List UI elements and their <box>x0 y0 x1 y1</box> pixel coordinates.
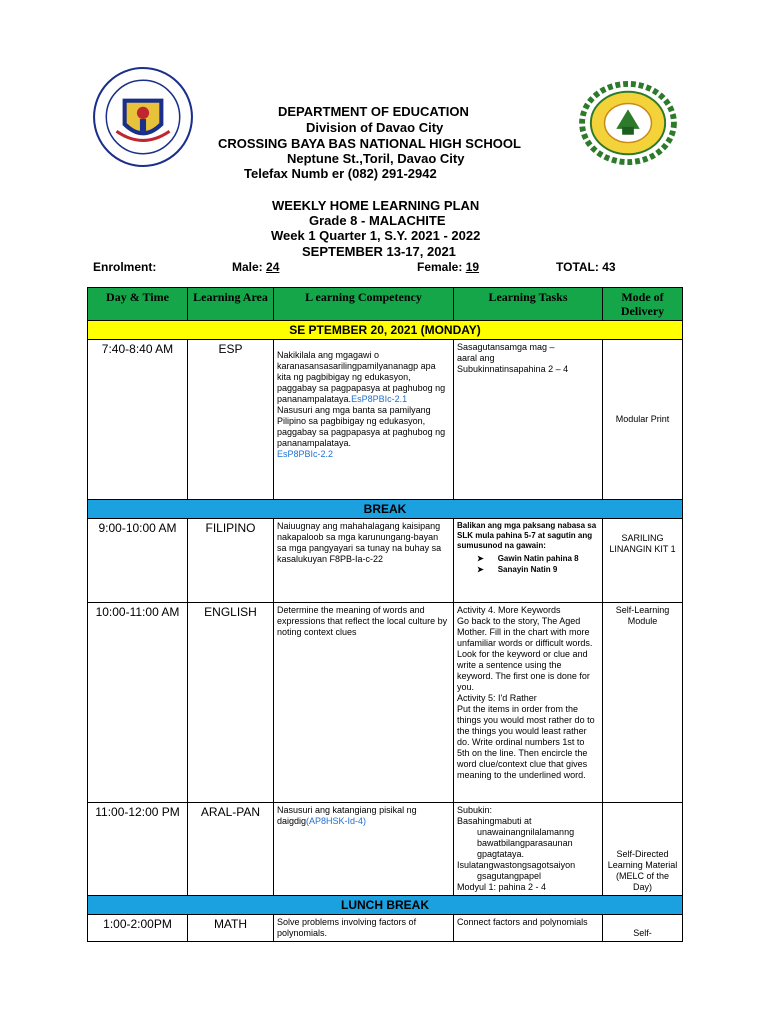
table-row <box>88 340 683 500</box>
telefax: Telefax Numb er (082) 291-2942 <box>244 166 437 181</box>
row-area: ENGLISH <box>188 603 274 803</box>
row-time: 9:00-10:00 AM <box>88 519 188 603</box>
deped-seal-logo <box>92 66 194 168</box>
row-tasks: Connect factors and polynomials <box>454 915 603 942</box>
school-seal-logo <box>579 80 677 166</box>
enrolment-label: Enrolment: <box>93 260 157 274</box>
row-tasks: Subukin: Basahingmabuti at unawainangnilalamanng bawatbilangparasaunan gpagtataya. Isulatangwastongsagotsaiyon gsagutangpapel Modyul 1: pahina 2 - 4 <box>454 803 603 896</box>
header-mode: Mode of Delivery <box>603 288 683 321</box>
row-competency: Nakikilala ang mgagawi o karanasansasarilingpamilyananagp apa kita ng pagbibigay ng edukasyon, paggabay sa pagpapasya at paghubog ng pananampalataya.EsP8PBIc-2.1 Nasusuri ang mga banta sa pamilyang Pilipino sa pagbibigay ng edukasyon, paggabay sa pagpapasya at paghubog ng pananampalataya. EsP8PBIc-2.2 <box>274 340 454 500</box>
row-mode: Self-Learning Module <box>603 603 683 803</box>
table-row <box>88 915 683 942</box>
break-row <box>88 500 683 519</box>
lunch-break-row <box>88 896 683 915</box>
row-time: 11:00-12:00 PM <box>88 803 188 896</box>
school-address: Neptune St.,Toril, Davao City <box>287 151 465 166</box>
table-header-row <box>88 288 683 321</box>
division-title: Division of Davao City <box>306 120 444 135</box>
male-count: Male: 24 <box>232 260 280 274</box>
plan-title: WEEKLY HOME LEARNING PLAN <box>272 198 480 213</box>
header-competency: L earning Competency <box>274 288 454 321</box>
row-area: FILIPINO <box>188 519 274 603</box>
row-competency: Naiuugnay ang mahahalagang kaisipang nakapaloob sa mga karunungang-bayan sa mga pangyayari sa tunay na buhay sa kasalukuyan F8PB-Ia-c-22 <box>274 519 454 603</box>
row-tasks: Balikan ang mga paksang nabasa sa SLK mula pahina 5-7 at sagutin ang sumusunod na gawain: ➤ Gawin Natin pahina 8 ➤ Sanayin Natin 9 <box>454 519 603 603</box>
task-bullet: ➤ Sanayin Natin 9 <box>477 564 599 575</box>
header-tasks: Learning Tasks <box>454 288 603 321</box>
row-competency: Determine the meaning of words and expressions that reflect the local culture by noting context clues <box>274 603 454 803</box>
table-row <box>88 803 683 896</box>
header-learning-area: Learning Area <box>188 288 274 321</box>
task-bullet: ➤ Gawin Natin pahina 8 <box>477 553 599 564</box>
grade-section: Grade 8 - MALACHITE <box>309 213 446 228</box>
female-count: Female: 19 <box>417 260 480 274</box>
row-area: ARAL-PAN <box>188 803 274 896</box>
break-banner: BREAK <box>88 500 683 519</box>
lunch-banner: LUNCH BREAK <box>88 896 683 915</box>
school-name: CROSSING BAYA BAS NATIONAL HIGH SCHOOL <box>218 136 521 151</box>
week-quarter: Week 1 Quarter 1, S.Y. 2021 - 2022 <box>271 228 481 243</box>
row-tasks: Activity 4. More Keywords Go back to the story, The Aged Mother. Fill in the chart with more unfamiliar words or difficult words. Look for the keyword or clue and write a sentence using the keyword. The first one is done for you. Activity 5: I'd Rather Put the items in order from the things you would most rather do to the things you would least rather do. Write ordinal numbers 1st to 5th on the line. Then encircle the word clue/context clue that gives meaning to the underlined word. <box>454 603 603 803</box>
date-range: SEPTEMBER 13-17, 2021 <box>302 244 456 259</box>
row-competency: Nasusuri ang katangiang pisikal ng daigdig(AP8HSK-Id-4) <box>274 803 454 896</box>
row-area: MATH <box>188 915 274 942</box>
row-mode: Self-Directed Learning Material (MELC of the Day) <box>603 803 683 896</box>
learning-plan-table <box>87 287 683 942</box>
table-row <box>88 519 683 603</box>
row-tasks: Sasagutansamga mag – aaral ang Subukinnatinsapahina 2 – 4 <box>454 340 603 500</box>
day-banner-row <box>88 321 683 340</box>
total-count: TOTAL: 43 <box>556 260 616 274</box>
row-time: 10:00-11:00 AM <box>88 603 188 803</box>
day-banner: SE PTEMBER 20, 2021 (MONDAY) <box>88 321 683 340</box>
header-day-time: Day & Time <box>88 288 188 321</box>
row-mode: Self- <box>603 915 683 942</box>
row-area: ESP <box>188 340 274 500</box>
row-time: 1:00-2:00PM <box>88 915 188 942</box>
row-competency: Solve problems involving factors of polynomials. <box>274 915 454 942</box>
row-mode: SARILING LINANGIN KIT 1 <box>603 519 683 603</box>
row-mode: Modular Print <box>603 340 683 500</box>
row-time: 7:40-8:40 AM <box>88 340 188 500</box>
dept-title: DEPARTMENT OF EDUCATION <box>278 104 469 119</box>
table-row <box>88 603 683 803</box>
